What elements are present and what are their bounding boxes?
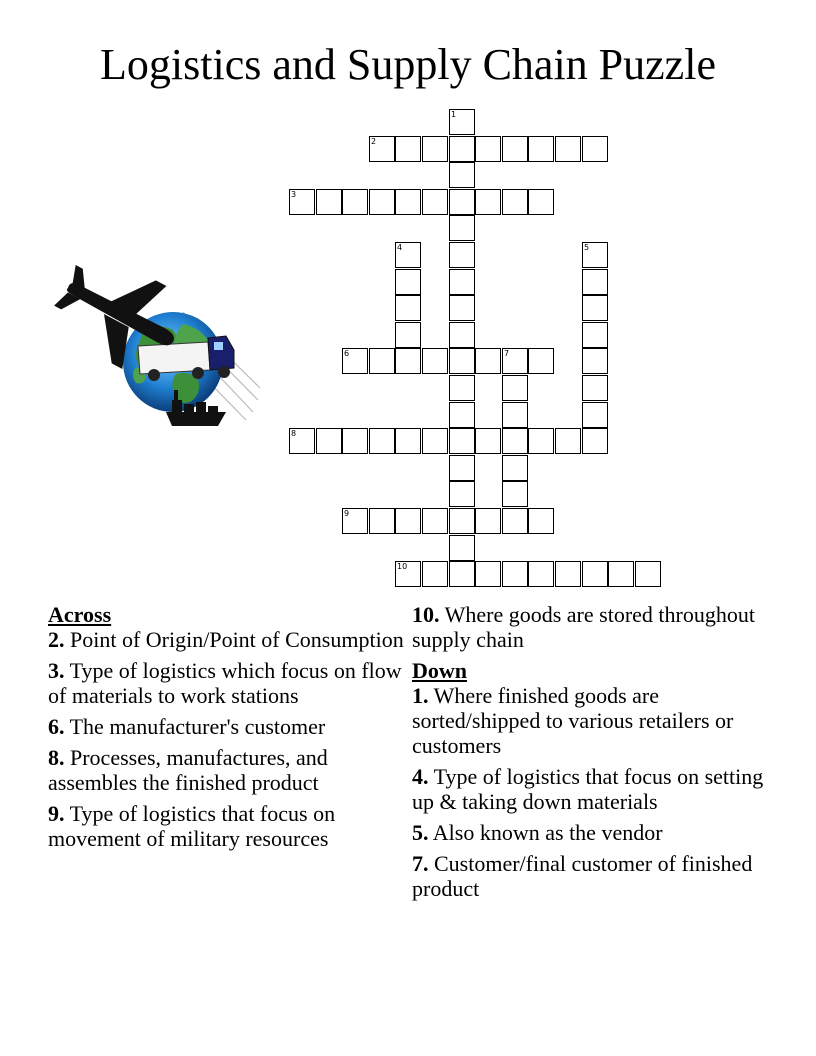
crossword-cell[interactable] bbox=[449, 348, 475, 374]
crossword-cell[interactable] bbox=[502, 348, 528, 374]
clue-number: 6. bbox=[48, 714, 65, 739]
crossword-cell[interactable] bbox=[449, 375, 475, 401]
crossword-cell[interactable] bbox=[369, 189, 395, 215]
clue-text: Point of Origin/Point of Consumption bbox=[70, 627, 404, 652]
cell-number: 1 bbox=[451, 110, 457, 119]
crossword-cell[interactable] bbox=[369, 508, 395, 534]
crossword-cell[interactable] bbox=[582, 348, 608, 374]
crossword-cell[interactable] bbox=[475, 136, 501, 162]
crossword-cell[interactable] bbox=[502, 402, 528, 428]
clue-number: 10. bbox=[412, 602, 440, 627]
crossword-cell[interactable] bbox=[316, 189, 342, 215]
crossword-cell[interactable] bbox=[422, 136, 448, 162]
cell-number: 8 bbox=[291, 429, 297, 438]
crossword-cell[interactable] bbox=[582, 295, 608, 321]
clue-down-4 bbox=[412, 764, 782, 814]
clue-number: 4. bbox=[412, 764, 429, 789]
crossword-cell[interactable] bbox=[608, 561, 634, 587]
crossword-cell[interactable] bbox=[369, 348, 395, 374]
clue-text: Type of logistics that focus on movement of military resources bbox=[48, 801, 336, 851]
clue-number: 9. bbox=[48, 801, 65, 826]
crossword-cell[interactable] bbox=[449, 242, 475, 268]
clue-across-3 bbox=[48, 658, 410, 708]
page-title: Logistics and Supply Chain Puzzle bbox=[100, 40, 716, 89]
crossword-cell[interactable] bbox=[395, 242, 421, 268]
crossword-cell[interactable] bbox=[475, 508, 501, 534]
cell-number: 4 bbox=[397, 243, 403, 252]
crossword-cell[interactable] bbox=[528, 561, 554, 587]
crossword-cell[interactable] bbox=[582, 402, 608, 428]
right-clue-column bbox=[412, 602, 782, 907]
clue-across-8 bbox=[48, 745, 410, 795]
clue-text: The manufacturer's customer bbox=[69, 714, 326, 739]
clue-text: Customer/final customer of finished product bbox=[412, 851, 753, 901]
clue-number: 8. bbox=[48, 745, 65, 770]
crossword-cell[interactable] bbox=[395, 295, 421, 321]
crossword-cell[interactable] bbox=[449, 109, 475, 135]
clue-text: Also known as the vendor bbox=[432, 820, 663, 845]
crossword-cell[interactable] bbox=[316, 428, 342, 454]
across-clues bbox=[48, 602, 410, 857]
cell-number: 6 bbox=[344, 349, 350, 358]
crossword-cell[interactable] bbox=[475, 348, 501, 374]
crossword-cell[interactable] bbox=[395, 269, 421, 295]
crossword-cell[interactable] bbox=[502, 455, 528, 481]
crossword-cell[interactable] bbox=[582, 322, 608, 348]
crossword-cell[interactable] bbox=[449, 535, 475, 561]
crossword-cell[interactable] bbox=[555, 428, 581, 454]
crossword-cell[interactable] bbox=[582, 136, 608, 162]
cell-number: 2 bbox=[371, 137, 377, 146]
cell-number: 3 bbox=[291, 190, 297, 199]
crossword-cell[interactable] bbox=[449, 295, 475, 321]
cell-number: 5 bbox=[584, 243, 590, 252]
clue-number: 2. bbox=[48, 627, 65, 652]
clue-across-9 bbox=[48, 801, 410, 851]
crossword-cell[interactable] bbox=[422, 508, 448, 534]
crossword-cell[interactable] bbox=[449, 455, 475, 481]
crossword-cell[interactable] bbox=[369, 136, 395, 162]
crossword-cell[interactable] bbox=[449, 428, 475, 454]
clue-text: Type of logistics which focus on flow of materials to work stations bbox=[48, 658, 402, 708]
crossword-cell[interactable] bbox=[502, 428, 528, 454]
crossword-cell[interactable] bbox=[528, 136, 554, 162]
cell-number: 7 bbox=[504, 349, 510, 358]
crossword-cell[interactable] bbox=[395, 322, 421, 348]
across-heading: Across bbox=[48, 602, 112, 627]
logistics-illustration bbox=[48, 262, 260, 434]
crossword-cell[interactable] bbox=[475, 561, 501, 587]
crossword-cell[interactable] bbox=[342, 189, 368, 215]
crossword-cell[interactable] bbox=[342, 348, 368, 374]
cell-number: 10 bbox=[397, 562, 408, 571]
down-heading: Down bbox=[412, 658, 468, 683]
crossword-cell[interactable] bbox=[582, 428, 608, 454]
crossword-cell[interactable] bbox=[395, 561, 421, 587]
crossword-cell[interactable] bbox=[528, 508, 554, 534]
crossword-cell[interactable] bbox=[555, 561, 581, 587]
crossword-cell[interactable] bbox=[395, 428, 421, 454]
crossword-cell[interactable] bbox=[528, 428, 554, 454]
crossword-cell[interactable] bbox=[502, 189, 528, 215]
crossword-cell[interactable] bbox=[582, 561, 608, 587]
crossword-cell[interactable] bbox=[342, 428, 368, 454]
crossword-cell[interactable] bbox=[502, 375, 528, 401]
crossword-cell[interactable] bbox=[395, 348, 421, 374]
crossword-cell[interactable] bbox=[422, 348, 448, 374]
crossword-cell[interactable] bbox=[582, 375, 608, 401]
crossword-cell[interactable] bbox=[502, 136, 528, 162]
clue-number: 5. bbox=[412, 820, 429, 845]
clue-across-2 bbox=[48, 627, 410, 652]
clue-text: Where goods are stored throughout supply chain bbox=[412, 602, 755, 652]
clue-number: 7. bbox=[412, 851, 429, 876]
crossword-cell[interactable] bbox=[475, 189, 501, 215]
clue-text: Type of logistics that focus on setting up & taking down materials bbox=[412, 764, 764, 814]
crossword-cell[interactable] bbox=[449, 402, 475, 428]
crossword-cell[interactable] bbox=[449, 136, 475, 162]
crossword-cell[interactable] bbox=[395, 508, 421, 534]
crossword-cell[interactable] bbox=[449, 481, 475, 507]
crossword-cell[interactable] bbox=[395, 189, 421, 215]
crossword-cell[interactable] bbox=[449, 322, 475, 348]
crossword-cell[interactable] bbox=[369, 428, 395, 454]
crossword-cell[interactable] bbox=[342, 508, 368, 534]
clue-across-6 bbox=[48, 714, 410, 739]
crossword-cell[interactable] bbox=[528, 348, 554, 374]
crossword-cell[interactable] bbox=[449, 508, 475, 534]
clue-text: Processes, manufactures, and assembles the finished product bbox=[48, 745, 328, 795]
crossword-cell[interactable] bbox=[422, 561, 448, 587]
crossword-cell[interactable] bbox=[289, 428, 315, 454]
crossword-cell[interactable] bbox=[449, 215, 475, 241]
crossword-cell[interactable] bbox=[449, 162, 475, 188]
clue-text: Where finished goods are sorted/shipped to various retailers or customers bbox=[412, 683, 734, 758]
crossword-cell[interactable] bbox=[289, 189, 315, 215]
crossword-cell[interactable] bbox=[635, 561, 661, 587]
crossword-cell[interactable] bbox=[502, 561, 528, 587]
crossword-cell[interactable] bbox=[502, 481, 528, 507]
crossword-cell[interactable] bbox=[422, 189, 448, 215]
clue-across-10 bbox=[412, 602, 782, 652]
crossword-cell[interactable] bbox=[502, 508, 528, 534]
crossword-cell[interactable] bbox=[422, 428, 448, 454]
crossword-cell[interactable] bbox=[475, 428, 501, 454]
crossword-cell[interactable] bbox=[449, 561, 475, 587]
clue-down-7 bbox=[412, 851, 782, 901]
crossword-cell[interactable] bbox=[582, 242, 608, 268]
crossword-cell[interactable] bbox=[449, 189, 475, 215]
cell-number: 9 bbox=[344, 509, 350, 518]
crossword-cell[interactable] bbox=[582, 269, 608, 295]
clue-number: 1. bbox=[412, 683, 429, 708]
crossword-cell[interactable] bbox=[395, 136, 421, 162]
crossword-cell[interactable] bbox=[528, 189, 554, 215]
crossword-cell[interactable] bbox=[449, 269, 475, 295]
clue-down-1 bbox=[412, 683, 782, 758]
crossword-cell[interactable] bbox=[555, 136, 581, 162]
clue-down-5 bbox=[412, 820, 782, 845]
clue-number: 3. bbox=[48, 658, 65, 683]
